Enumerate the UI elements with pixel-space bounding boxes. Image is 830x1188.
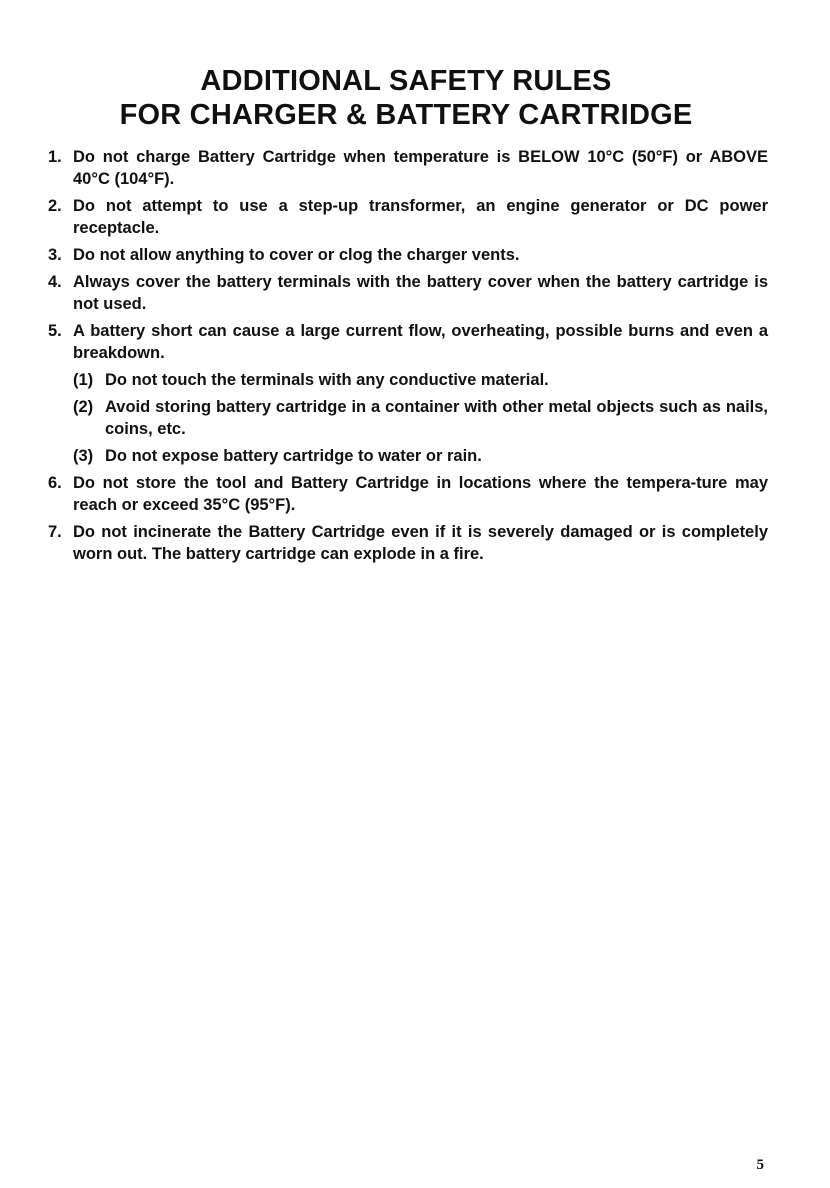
page-number: 5: [756, 1157, 764, 1173]
title-line-1: ADDITIONAL SAFETY RULES: [200, 65, 612, 97]
rule-text: Do not allow anything to cover or clog the charger vents.: [73, 246, 520, 264]
rule-text: Do not store the tool and Battery Cartridge in locations where the tempera-ture may reach or exceed 35°C (95°F).: [73, 474, 768, 514]
rule-item: [48, 195, 768, 239]
rule-item: [48, 521, 768, 565]
rule-item: [48, 244, 768, 266]
sub-rule-text: Do not expose battery cartridge to water or rain.: [105, 447, 482, 465]
rule-number: 6.: [48, 474, 62, 492]
sub-rule-text: Avoid storing battery cartridge in a container with other metal objects such as nails, coins, etc.: [105, 398, 768, 438]
rule-item: [48, 320, 768, 467]
rule-number: 1.: [48, 148, 62, 166]
sub-rule-item: [73, 396, 768, 440]
sub-rule-text: Do not touch the terminals with any conductive material.: [105, 371, 549, 389]
title-line-2: FOR CHARGER & BATTERY CARTRIDGE: [119, 99, 693, 131]
sub-rule-number: (2): [73, 398, 94, 416]
rule-item: [48, 271, 768, 315]
sub-rule-number: (3): [73, 447, 94, 465]
rule-text: Do not attempt to use a step-up transformer, an engine generator or DC power receptacle.: [73, 197, 768, 237]
sub-rule-item: [73, 369, 768, 391]
safety-rules-list: [48, 146, 768, 570]
rule-number: 2.: [48, 197, 62, 215]
rule-number: 5.: [48, 322, 62, 340]
rule-item: [48, 472, 768, 516]
page-title: [0, 64, 812, 132]
rule-item: [48, 146, 768, 190]
rule-number: 4.: [48, 273, 62, 291]
rule-text: Always cover the battery terminals with the battery cover when the battery cartridge is not used.: [73, 273, 768, 313]
sub-rule-item: [73, 445, 768, 467]
rule-text: Do not charge Battery Cartridge when temperature is BELOW 10°C (50°F) or ABOVE 40°C (104°F).: [73, 148, 768, 188]
sub-rule-number: (1): [73, 371, 94, 389]
rule-number: 7.: [48, 523, 62, 541]
rule-text: Do not incinerate the Battery Cartridge even if it is severely damaged or is completely worn out. The battery cartridge can explode in a fire.: [73, 523, 768, 563]
rule-number: 3.: [48, 246, 62, 264]
rule-text: A battery short can cause a large current flow, overheating, possible burns and even a breakdown.: [73, 322, 768, 362]
